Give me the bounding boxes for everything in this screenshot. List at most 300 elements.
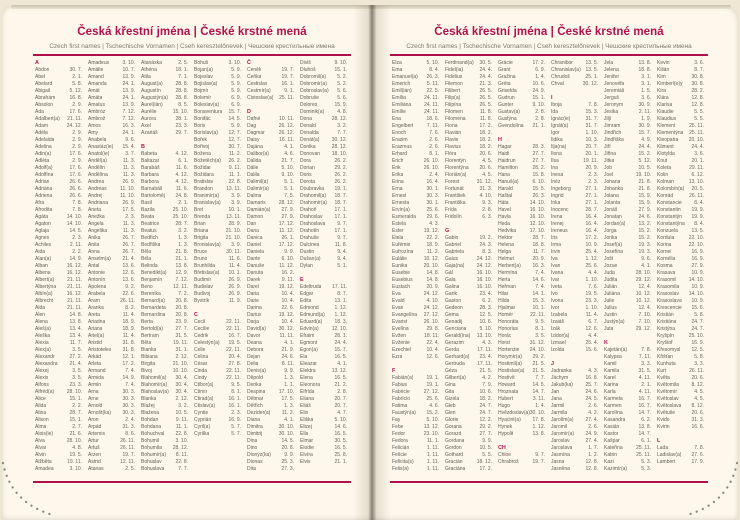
given-name: Hugo [498,403,510,409]
name-entry [498,298,545,305]
name-entry [657,347,704,354]
given-name: Cedrik [194,333,209,339]
name-entry [445,60,492,67]
given-name: Kryšpín [657,333,674,339]
name-day-date: 8. 7. [694,67,704,73]
given-name: Karel [604,375,616,381]
name-entry [551,431,598,438]
name-day-date: 25. 1. [585,74,598,80]
given-name: Darek [247,277,261,283]
name-column [498,60,545,466]
given-name: August(a) [141,81,163,87]
name-day-date: 26. 7. [122,242,135,248]
given-name: Albert(a) [35,277,55,283]
given-name: Felicián [392,445,410,451]
name-day-date: 20. 6. [479,165,492,171]
given-name: Donald [300,123,316,129]
name-entry [35,172,82,179]
name-day-date: 30. 12. [582,81,598,87]
name-day-date: 4. 8. [72,445,82,451]
given-name: Dluhoš [300,67,316,73]
given-name: Gál [445,270,453,276]
name-day-date: 30. 7. [228,144,241,150]
given-name: Evarist [392,319,408,325]
name-entry [247,438,294,445]
name-day-date: 1. 11. [426,459,439,465]
name-day-date: 15. 2. [638,151,651,157]
given-name: Jáchym [551,375,569,381]
page-left [31,5,353,520]
name-entry [657,340,704,347]
given-name: Genadij [445,319,463,325]
given-name: Aranka [88,305,104,311]
name-entry [498,431,545,438]
given-name: Blažena [141,410,160,416]
given-name: Edvin(a) [300,326,319,332]
name-day-date: 3. 1. [641,81,651,87]
name-entry [657,116,704,123]
name-day-date: 13. 9. [122,74,135,80]
name-day-date: 3. 9. [231,193,241,199]
given-name: Judita [604,277,618,283]
name-entry [551,298,598,305]
name-entry [300,165,347,172]
given-name: Armin [88,382,102,388]
name-day-date: 3. 2. [337,123,347,129]
name-day-date: 14. 8. [69,312,82,318]
name-entry [392,95,439,102]
given-name: Gracián [445,459,463,465]
name-day-date: 18. 12. [476,459,492,465]
name-entry [392,60,439,67]
name-day-date: 16. 1. [228,403,241,409]
name-entry [604,186,651,193]
name-entry [551,452,598,459]
name-day-date: 24. 10. [529,347,545,353]
name-day-date: 18. 8. [532,242,545,248]
name-column [35,60,82,473]
given-name: Františka [445,200,466,206]
name-day-date: 21. 5. [479,368,492,374]
section-letter: B [141,144,145,150]
given-name: Elin [300,410,309,416]
name-day-date: 15. 2. [426,410,439,416]
name-entry [247,228,294,235]
name-day-date: 9. 7. [337,235,347,241]
name-entry [392,151,439,158]
name-day-date: 27. 7. [532,151,545,157]
given-name: Alida [35,403,47,409]
given-name: Atanas [88,466,104,472]
name-day-date: 10. 9. [691,270,704,276]
given-name: Horác [498,333,512,339]
given-name: Horymír(a) [498,354,522,360]
given-name: Branislav(a) [194,200,221,206]
given-name: Beata [141,214,155,220]
given-name: Ferdinand(a) [445,60,474,66]
name-day-date: 12. 9. [175,270,188,276]
name-day-date: 20. 6. [479,151,492,157]
name-entry [445,284,492,291]
name-day-date: 3. 10. [69,466,82,472]
given-name: Izmael [551,340,566,346]
name-day-date: 16. 10. [476,277,492,283]
given-name: Inka [551,200,561,206]
name-day-date: 16. 10. [476,284,492,290]
name-entry [392,263,439,270]
name-entry [445,361,492,368]
name-entry [551,151,598,158]
given-name: Chrabroš [498,459,519,465]
name-day-date: 2. 6. [429,137,439,143]
name-day-date: 12. 8. [585,466,598,472]
name-entry [35,207,82,214]
name-day-date: 31. 8. [122,340,135,346]
name-entry [300,438,347,445]
name-entry [551,67,598,74]
name-entry [35,221,82,228]
name-entry [392,242,439,249]
name-day-date: 5. 9. [231,67,241,73]
name-day-date: 4. 12. [175,151,188,157]
name-entry [247,256,294,263]
given-name: Andreas [88,186,107,192]
name-entry [657,263,704,270]
given-name: Elvis [300,459,311,465]
name-entry [141,340,188,347]
name-entry [35,319,82,326]
name-entry [141,361,188,368]
given-name: Albín(a) [35,291,53,297]
name-entry [141,354,188,361]
given-name: Havla [498,214,511,220]
given-name: Justin [604,312,618,318]
given-name: Danuta [247,270,264,276]
given-name: Florentýna [445,165,469,171]
given-name: Erazmus [392,144,412,150]
name-entry [604,375,651,382]
name-day-date: 7. 8. [641,347,651,353]
given-name: Gustav(a) [498,109,520,115]
name-entry [498,319,545,326]
given-name: Dominik(a) [300,109,325,115]
name-day-date: 11. 2. [281,410,294,416]
given-name: Kazi [604,459,614,465]
name-day-date: 26. 5. [479,95,492,101]
name-day-date: 5. 12. [638,158,651,164]
given-name: Jeremiáš [604,88,625,94]
name-entry [445,312,492,319]
name-day-date: 8. 12. [691,382,704,388]
name-entry [141,256,188,263]
name-entry [551,445,598,452]
name-day-date: 21. 2. [334,382,347,388]
name-entry [194,270,241,277]
name-entry [300,102,347,109]
given-name: Juda [604,270,615,276]
name-day-date: 26. 9. [122,200,135,206]
name-entry [657,249,704,256]
name-entry [392,200,439,207]
name-day-date: 20. 9. [426,284,439,290]
name-entry [300,207,347,214]
name-day-date: 2. 9. [72,158,82,164]
given-name: Davor [247,333,261,339]
name-entry [551,263,598,270]
name-entry [445,445,492,452]
name-day-date: 13. 6. [122,277,135,283]
name-entry [300,179,347,186]
name-day-date: 13. 8. [175,263,188,269]
name-day-date: 1. 5. [641,88,651,94]
name-day-date: 24. 4. [479,74,492,80]
given-name: Hektor [498,235,513,241]
name-entry [35,102,82,109]
name-day-date: 16. 9. [228,417,241,423]
name-day-date: 4. 3. [482,340,492,346]
name-entry [194,291,241,298]
name-day-date: 11. 9. [228,298,241,304]
name-entry [35,67,82,74]
name-entry [300,67,347,74]
blank-row [657,431,704,438]
name-entry [392,214,439,221]
given-name: Adrian [35,179,50,185]
given-name: Jolanta [604,200,621,206]
name-day-date: 7. 8. [694,445,704,451]
name-entry [392,389,439,396]
given-name: Ervín(a) [392,207,410,213]
name-entry [141,333,188,340]
name-entry [551,235,598,242]
name-entry [498,340,545,347]
name-entry [247,326,294,333]
given-name: Bruno [194,256,208,262]
name-day-date: 27. 9. [691,263,704,269]
given-name: Etela [392,235,404,241]
name-day-date: 19. 11. [583,158,598,164]
name-day-date: 30. 3. [122,396,135,402]
given-name: Gilbert(a) [445,375,466,381]
name-entry [551,270,598,277]
name-entry [498,333,545,340]
given-name: Damaris [247,200,266,206]
name-entry [604,200,651,207]
name-entry [35,382,82,389]
name-day-date: 5. 9. [231,81,241,87]
given-name: Enoch [392,130,407,136]
given-name: Jasněna [551,466,570,472]
given-name: Jasmína [551,452,570,458]
header-rule [33,54,351,56]
name-entry [445,137,492,144]
name-entry [392,123,439,130]
name-day-date: 23. 3. [585,298,598,304]
given-name: Albrecht [35,298,54,304]
given-name: Eduard(a) [300,319,323,325]
given-name: Belinda [141,263,158,269]
given-name: Julie [604,298,615,304]
name-day-date: 7. 8. [72,207,82,213]
name-day-date: 18. 9. [122,326,135,332]
name-day-date: 3. 10. [122,60,135,66]
given-name: Arzen [88,452,102,458]
given-name: Izák [551,326,561,332]
name-day-date: 9. 9. [284,452,294,458]
name-day-date: 8. 3. [482,249,492,255]
name-day-date: 13. 4. [69,333,82,339]
name-day-date: 13. 5. [691,228,704,234]
name-day-date: 8. 2. [125,305,135,311]
name-day-date: 2. 8. [535,109,545,115]
name-day-date: 1. 4. [535,74,545,80]
name-day-date: 5. 9. [231,74,241,80]
name-entry [300,319,347,326]
name-day-date: 5. 3. [641,459,651,465]
name-day-date: 26. 1. [281,235,294,241]
name-entry [551,60,598,67]
given-name: Ada [35,109,44,115]
name-entry [498,186,545,193]
given-name: Faustýn(a) [392,410,416,416]
given-name: Jerguš [604,95,620,101]
name-day-date: 21. 10. [225,235,241,241]
given-name: Eufémie [392,242,411,248]
given-name: Křesomysl [657,347,681,353]
given-name: Fedora [392,438,408,444]
blank-row [551,354,598,361]
name-day-date: 21. 11. [67,284,82,290]
name-entry [194,361,241,368]
name-entry [247,158,294,165]
name-day-date: 30. 1. [426,200,439,206]
name-day-date: 30. 3. [426,193,439,199]
given-name: Darja [247,319,259,325]
given-name: Kašpar [604,438,620,444]
given-name: Budivoj [194,291,211,297]
name-entry [551,319,598,326]
given-name: Abigail [35,88,51,94]
given-name: Fiona [445,123,458,129]
name-day-date: 25. 4. [585,249,598,255]
name-entry [551,193,598,200]
given-name: Aurel(ián) [141,102,163,108]
name-day-date: 20. 1. [691,158,704,164]
name-entry [445,263,492,270]
given-name: Chrudoš [551,74,570,80]
name-day-date: 24. 1. [122,95,135,101]
given-name: Cyntie [194,410,209,416]
name-day-date: 19. 2. [479,235,492,241]
name-entry [445,193,492,200]
name-day-date: 12. 6. [585,326,598,332]
given-name: Florián(a) [445,172,467,178]
name-day-date: 13. 6. [122,263,135,269]
given-name: Alex(a) [35,347,51,353]
given-name: Dorian [300,165,315,171]
given-name: Eleazar [300,361,317,367]
name-day-date: 24. 11. [424,109,439,115]
name-entry [88,74,135,81]
name-day-date: 11. 6. [175,186,188,192]
name-day-date: 26. 2. [334,158,347,164]
name-entry [551,256,598,263]
given-name: Iveta [551,284,562,290]
name-entry [498,74,545,81]
name-day-date: 30. 8. [691,81,704,87]
name-entry [35,109,82,116]
name-day-date: 4. 1. [337,361,347,367]
given-name: Gala [445,277,456,283]
name-entry [392,207,439,214]
given-name: Fabricie [392,389,410,395]
name-entry [604,193,651,200]
given-name: Filomen [445,109,463,115]
name-day-date: 4. 1. [641,263,651,269]
given-name: Krasoslava [657,298,682,304]
name-entry [88,417,135,424]
name-entry [35,263,82,270]
name-day-date: 12. 5. [691,347,704,353]
name-day-date: 26. 9. [122,179,135,185]
name-day-date: 21. 5. [532,368,545,374]
given-name: Kazimír(a) [604,466,628,472]
name-entry [604,137,651,144]
name-day-date: 6. 9. [231,102,241,108]
given-name: Abdon [35,67,50,73]
given-name: Jaromil [551,424,568,430]
name-day-date: 12. 7. [228,137,241,143]
name-entry [551,389,598,396]
name-entry [141,158,188,165]
name-entry [88,424,135,431]
given-name: Fridolín [445,214,462,220]
name-entry [445,417,492,424]
name-entry [300,291,347,298]
given-name: Dalila [247,172,260,178]
name-day-date: 11. 8. [334,242,347,248]
name-day-date: 2. 3. [588,172,598,178]
name-entry [392,333,439,340]
given-name: Čeňka [247,74,262,80]
name-entry [392,284,439,291]
name-day-date: 27. 7. [532,158,545,164]
name-entry [445,305,492,312]
given-name: Ester [392,228,404,234]
name-entry [194,193,241,200]
given-name: Bivoj [141,368,152,374]
name-day-date: 26. 6. [69,186,82,192]
name-day-date: 13. 11. [226,214,241,220]
given-name: Bernardeta [141,305,166,311]
given-name: Kolombín(a) [657,186,685,192]
name-entry [247,452,294,459]
name-entry [604,466,651,473]
given-name: Ernesta [392,200,410,206]
given-name: Juta [604,326,614,332]
name-day-date: 4. 4. [588,333,598,339]
name-entry [141,466,188,473]
name-entry [445,277,492,284]
name-day-date: 14. 10. [66,221,82,227]
name-day-date: 29. 2. [334,165,347,171]
name-day-date: 26. 11. [689,193,704,199]
given-name: Flavius [445,144,461,150]
name-entry [604,116,651,123]
name-entry [247,459,294,466]
name-day-date: 2. 9. [72,130,82,136]
name-day-date: 11. 4. [585,312,598,318]
